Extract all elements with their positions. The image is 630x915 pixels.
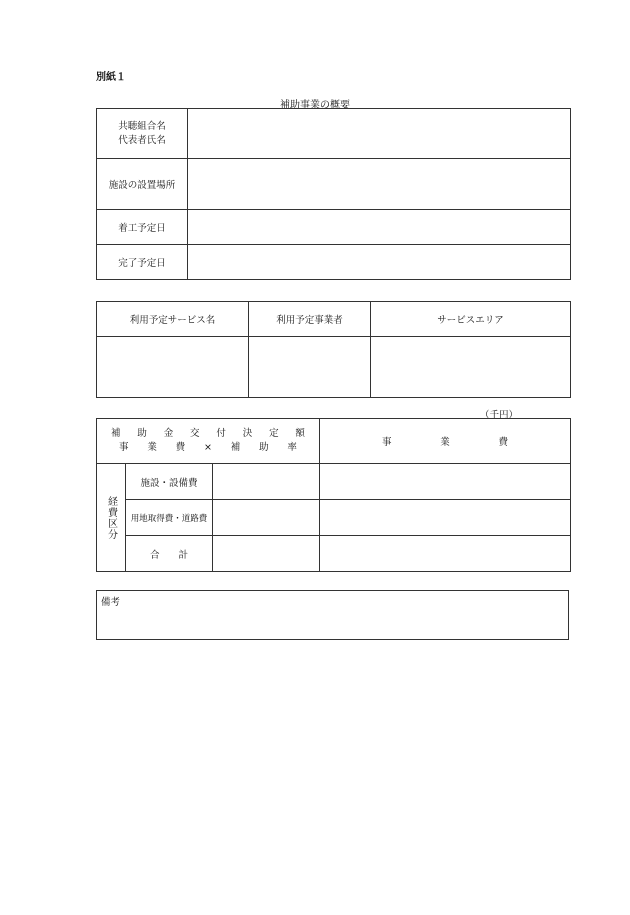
facility-equipment-label: 施設・設備費: [126, 464, 213, 500]
header-char: 費: [175, 442, 186, 453]
total-label: 合 計: [126, 536, 213, 572]
overview-table: [96, 108, 571, 280]
project-cost-header: [320, 419, 571, 464]
service-name-header: 利用予定サービス名: [97, 302, 249, 337]
table-row: [97, 464, 571, 500]
page-title: 補助事業の概要: [280, 100, 350, 111]
header-char: 額: [295, 428, 305, 439]
installation-location-label: 施設の設置場所: [97, 159, 188, 210]
header-char: 助: [259, 442, 269, 453]
union-representative-label: 共聴組合名 代表者氏名: [97, 109, 188, 159]
facility-subsidy-field[interactable]: [213, 464, 320, 500]
header-char: 補: [230, 442, 241, 453]
project-cost-header-text: [320, 434, 570, 448]
table-row: [97, 210, 571, 245]
start-date-label: 着工予定日: [97, 210, 188, 245]
table-row: [97, 419, 571, 464]
expenses-table: [96, 418, 571, 572]
header-char: 業: [147, 442, 157, 453]
service-provider-field[interactable]: [249, 337, 371, 398]
service-name-field[interactable]: [97, 337, 249, 398]
expense-category-text: 経費区分: [105, 495, 117, 540]
header-char: 事: [382, 437, 392, 448]
table-row: [97, 109, 571, 159]
service-provider-header: 利用予定事業者: [249, 302, 371, 337]
table-row: [97, 337, 571, 398]
expense-category-label: [97, 464, 126, 572]
land-road-label: 用地取得費・道路費: [126, 500, 213, 536]
services-table: [96, 301, 571, 398]
header-char: ×: [203, 442, 212, 453]
service-area-field[interactable]: [371, 337, 571, 398]
header-char: 業: [440, 437, 450, 448]
union-representative-field[interactable]: [188, 109, 571, 159]
header-char: 費: [498, 437, 508, 448]
table-row: [97, 159, 571, 210]
subsidy-header-line2: [97, 441, 319, 455]
completion-date-label: 完了予定日: [97, 245, 188, 280]
header-char: 定: [269, 428, 279, 439]
total-subsidy-field[interactable]: [213, 536, 320, 572]
table-row: [97, 302, 571, 337]
header-char: 金: [163, 428, 174, 439]
start-date-field[interactable]: [188, 210, 571, 245]
total-cost-field[interactable]: [320, 536, 571, 572]
land-road-cost-field[interactable]: [320, 500, 571, 536]
table-row: [97, 245, 571, 280]
subsidy-header-line1: [97, 427, 319, 441]
table-row: [97, 536, 571, 572]
appendix-label: 別紙１: [96, 72, 126, 83]
remarks-label: 備考: [101, 597, 121, 608]
header-char: 事: [119, 442, 129, 453]
completion-date-field[interactable]: [188, 245, 571, 280]
unit-label: （千円）: [479, 410, 518, 421]
land-road-subsidy-field[interactable]: [213, 500, 320, 536]
header-char: 助: [137, 428, 147, 439]
header-char: 決: [242, 428, 253, 439]
header-char: 付: [216, 428, 226, 439]
installation-location-field[interactable]: [188, 159, 571, 210]
header-char: 交: [190, 428, 200, 439]
subsidy-amount-header: [97, 419, 320, 464]
remarks-box[interactable]: [96, 590, 569, 640]
header-char: 補: [111, 428, 121, 439]
service-area-header: サービスエリア: [371, 302, 571, 337]
header-char: 率: [287, 442, 297, 453]
facility-cost-field[interactable]: [320, 464, 571, 500]
table-row: [97, 500, 571, 536]
